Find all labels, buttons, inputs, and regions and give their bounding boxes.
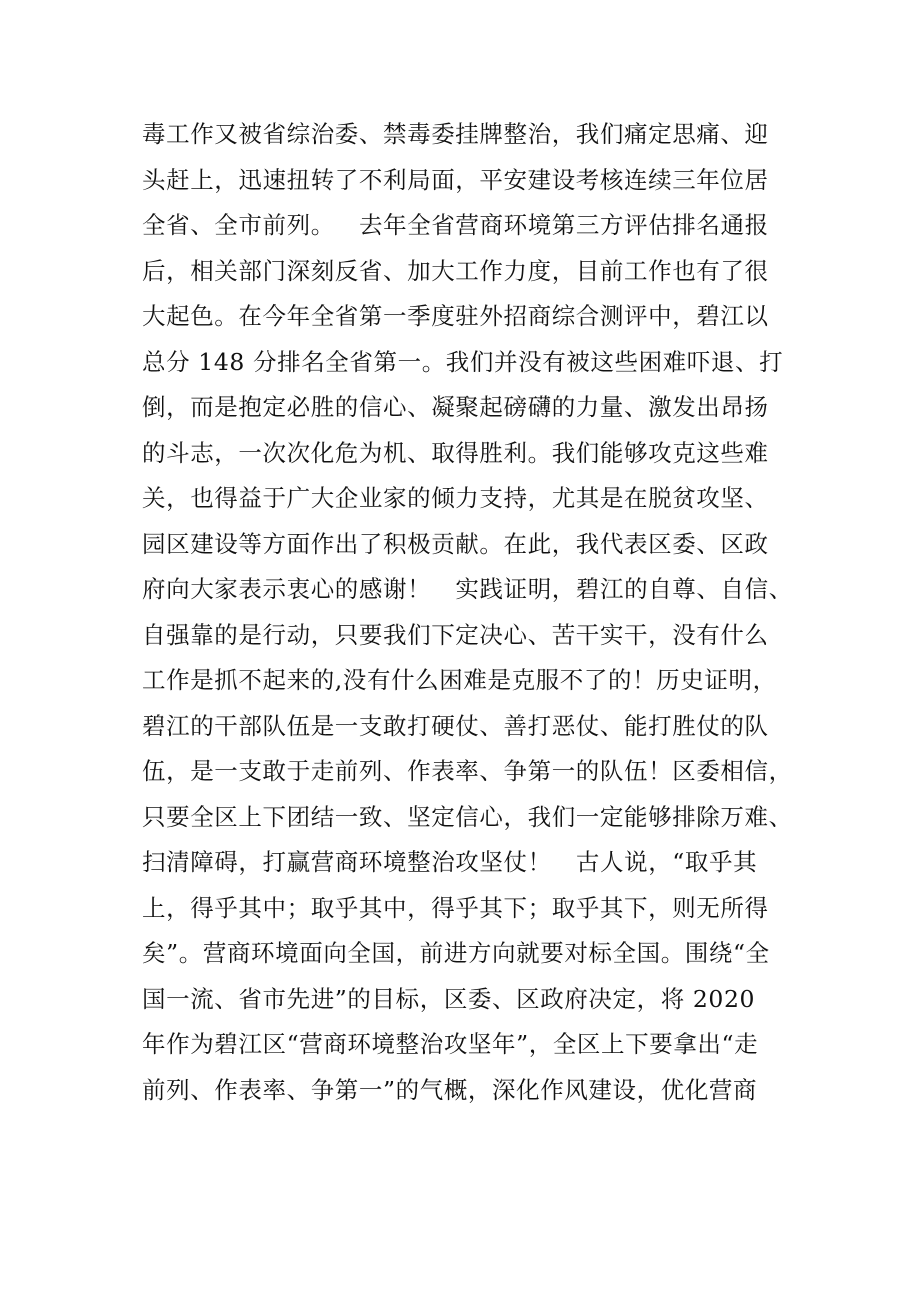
text-line: 全省、全市前列。 去年全省营商环境第三方评估排名通报 (142, 211, 769, 239)
text-line: 关，也得益于广大企业家的倾力支持，尤其是在脱贫攻坚、 (142, 484, 769, 512)
text-line: 扫清障碍，打赢营商环境整治攻坚仗！ 古人说，“取乎其 (142, 848, 758, 876)
text-line: 倒，而是抱定必胜的信心、凝聚起磅礴的力量、激发出昂扬 (142, 393, 769, 421)
text-line: 碧江的干部队伍是一支敢打硬仗、善打恶仗、能打胜仗的队 (142, 711, 769, 740)
text-line: 大起色。在今年全省第一季度驻外招商综合测评中，碧江以 (142, 302, 769, 330)
text-line: 只要全区上下团结一致、坚定信心，我们一定能够排除万难、 (142, 802, 793, 831)
text-line: 自强靠的是行动，只要我们下定决心、苦干实干，没有什么 (142, 620, 769, 649)
text-line: 前列、作表率、争第一”的气概，深化作风建设，优化营商 (142, 1075, 758, 1104)
text-line: 年作为碧江区“营商环境整治攻坚年”，全区上下要拿出“走 (142, 1030, 759, 1058)
text-line: 园区建设等方面作出了积极贡献。在此，我代表区委、区政 (142, 529, 769, 558)
text-line: 府向大家表示衷心的感谢！ 实践证明，碧江的自尊、自信、 (142, 575, 793, 603)
body-text (142, 112, 802, 1113)
text-line: 矣”。营商环境面向全国，前进方向就要对标全国。围绕“全 (142, 939, 770, 967)
text-line: 国一流、省市先进”的目标，区委、区政府决定，将 2020 (142, 984, 756, 1013)
text-line: 毒工作又被省综治委、禁毒委挂牌整治，我们痛定思痛、迎 (142, 120, 769, 148)
text-line: 上，得乎其中；取乎其中，得乎其下；取乎其下，则无所得 (142, 893, 769, 922)
text-line: 后，相关部门深刻反省、加大工作力度，目前工作也有了很 (142, 256, 769, 285)
text-line: 头赶上，迅速扭转了不利局面，平安建设考核连续三年位居 (142, 165, 769, 194)
text-line: 总分 148 分排名全省第一。我们并没有被这些困难吓退、打 (142, 347, 784, 376)
text-line: 伍，是一支敢于走前列、作表率、争第一的队伍！区委相信， (142, 757, 793, 785)
text-line: 工作是抓不起来的,没有什么困难是克服不了的！历史证明， (142, 666, 777, 694)
text-line: 的斗志，一次次化危为机、取得胜利。我们能够攻克这些难 (142, 438, 769, 467)
